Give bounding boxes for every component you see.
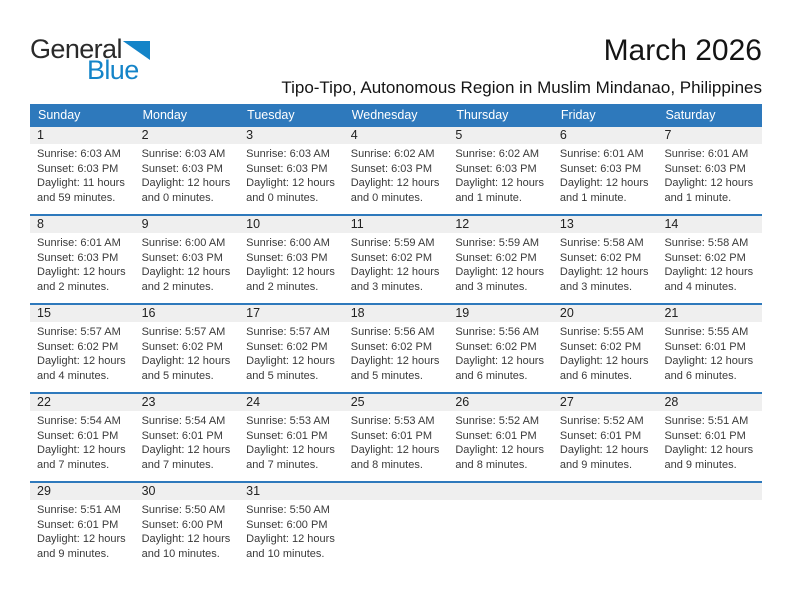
sunrise-text: Sunrise: 5:58 AM bbox=[664, 237, 749, 249]
sunset-text: Sunset: 6:03 PM bbox=[141, 251, 223, 264]
day-cell bbox=[135, 305, 240, 392]
daylight-text: Daylight: 12 hours and 4 minutes. bbox=[37, 355, 126, 382]
sunset-text: Sunset: 6:01 PM bbox=[455, 429, 537, 442]
sunset-text: Sunset: 6:03 PM bbox=[350, 162, 433, 175]
sunset-text: Sunset: 6:01 PM bbox=[37, 518, 119, 531]
daylight-text: Daylight: 12 hours and 1 minute. bbox=[559, 177, 649, 204]
day-number: 3 bbox=[239, 127, 344, 144]
day-number: 19 bbox=[448, 305, 553, 322]
day-cell bbox=[553, 216, 658, 303]
day-number bbox=[448, 483, 553, 500]
sunset-text: Sunset: 6:02 PM bbox=[246, 340, 328, 353]
logo-text-blue: Blue bbox=[87, 55, 139, 85]
day-details bbox=[553, 411, 658, 481]
sunset-text: Sunset: 6:01 PM bbox=[559, 429, 642, 442]
day-cell bbox=[553, 127, 658, 214]
sunrise-text: Sunrise: 6:02 AM bbox=[455, 148, 540, 160]
day-number: 9 bbox=[135, 216, 240, 233]
day-cell bbox=[30, 216, 135, 303]
sunrise-text: Sunrise: 5:53 AM bbox=[350, 415, 435, 427]
daylight-text: Daylight: 12 hours and 3 minutes. bbox=[559, 266, 649, 293]
day-cell bbox=[553, 305, 658, 392]
sunrise-text: Sunrise: 5:52 AM bbox=[455, 415, 540, 427]
day-details bbox=[239, 144, 344, 214]
day-details bbox=[135, 411, 240, 481]
sunrise-text: Sunrise: 5:51 AM bbox=[37, 504, 121, 516]
day-number bbox=[657, 483, 762, 500]
sunrise-text: Sunrise: 5:50 AM bbox=[141, 504, 226, 516]
day-cell bbox=[30, 394, 135, 481]
day-number: 27 bbox=[553, 394, 658, 411]
day-number bbox=[553, 483, 658, 500]
sunrise-text: Sunrise: 5:59 AM bbox=[350, 237, 435, 249]
sunset-text: Sunset: 6:01 PM bbox=[664, 340, 746, 353]
day-cell bbox=[239, 216, 344, 303]
daylight-text: Daylight: 12 hours and 6 minutes. bbox=[455, 355, 544, 382]
sunrise-text: Sunrise: 5:55 AM bbox=[664, 326, 749, 338]
sunrise-text: Sunrise: 5:55 AM bbox=[559, 326, 644, 338]
day-cell bbox=[448, 216, 553, 303]
daylight-text: Daylight: 12 hours and 0 minutes. bbox=[246, 177, 335, 204]
sunset-text: Sunset: 6:01 PM bbox=[664, 429, 746, 442]
sunset-text: Sunset: 6:02 PM bbox=[455, 251, 537, 264]
day-cell bbox=[448, 394, 553, 481]
sunrise-text: Sunrise: 6:00 AM bbox=[141, 237, 226, 249]
logo-text-general: General bbox=[30, 34, 122, 64]
day-number: 8 bbox=[30, 216, 135, 233]
day-cell bbox=[448, 305, 553, 392]
day-number: 2 bbox=[135, 127, 240, 144]
sunset-text: Sunset: 6:02 PM bbox=[559, 340, 642, 353]
day-details bbox=[30, 233, 135, 303]
daylight-text: Daylight: 12 hours and 8 minutes. bbox=[455, 444, 544, 471]
day-details bbox=[239, 322, 344, 392]
daylight-text: Daylight: 12 hours and 9 minutes. bbox=[37, 533, 126, 560]
day-cell bbox=[30, 483, 135, 570]
day-details bbox=[657, 411, 762, 481]
day-cell bbox=[657, 216, 762, 303]
day-details bbox=[344, 411, 449, 481]
day-details bbox=[30, 322, 135, 392]
day-details bbox=[135, 322, 240, 392]
weekday-label-wednesday: Wednesday bbox=[351, 107, 418, 122]
day-details bbox=[135, 233, 240, 303]
day-cell bbox=[239, 305, 344, 392]
daylight-text: Daylight: 12 hours and 10 minutes. bbox=[246, 533, 335, 560]
daylight-text: Daylight: 12 hours and 8 minutes. bbox=[350, 444, 440, 471]
day-number: 10 bbox=[239, 216, 344, 233]
day-cell bbox=[344, 394, 449, 481]
day-number: 6 bbox=[553, 127, 658, 144]
day-details bbox=[344, 322, 449, 392]
sunset-text: Sunset: 6:03 PM bbox=[37, 251, 119, 264]
page-title: March 2026 bbox=[603, 34, 762, 67]
sunrise-text: Sunrise: 5:56 AM bbox=[455, 326, 540, 338]
day-number: 1 bbox=[30, 127, 135, 144]
day-cell bbox=[657, 127, 762, 214]
sunset-text: Sunset: 6:01 PM bbox=[141, 429, 223, 442]
sunset-text: Sunset: 6:00 PM bbox=[246, 518, 328, 531]
daylight-text: Daylight: 12 hours and 2 minutes. bbox=[141, 266, 231, 293]
day-details bbox=[30, 144, 135, 214]
sunset-text: Sunset: 6:03 PM bbox=[141, 162, 223, 175]
sunset-text: Sunset: 6:02 PM bbox=[350, 251, 433, 264]
day-details bbox=[239, 500, 344, 570]
day-details bbox=[448, 322, 553, 392]
page-subtitle: Tipo-Tipo, Autonomous Region in Muslim Mindanao, Philippines bbox=[281, 78, 762, 97]
sunrise-text: Sunrise: 6:01 AM bbox=[559, 148, 644, 160]
sunset-text: Sunset: 6:03 PM bbox=[246, 251, 328, 264]
sunrise-text: Sunrise: 5:54 AM bbox=[141, 415, 226, 427]
day-details bbox=[30, 411, 135, 481]
week-row bbox=[30, 214, 762, 303]
daylight-text: Daylight: 12 hours and 7 minutes. bbox=[246, 444, 335, 471]
daylight-text: Daylight: 12 hours and 3 minutes. bbox=[455, 266, 544, 293]
day-details bbox=[135, 500, 240, 570]
week-row bbox=[30, 303, 762, 392]
day-number: 18 bbox=[344, 305, 449, 322]
empty-day-cell bbox=[448, 483, 553, 570]
day-number: 7 bbox=[657, 127, 762, 144]
calendar-grid bbox=[30, 104, 762, 570]
day-number bbox=[344, 483, 449, 500]
sunrise-text: Sunrise: 5:53 AM bbox=[246, 415, 330, 427]
sunset-text: Sunset: 6:02 PM bbox=[141, 340, 223, 353]
sunset-text: Sunset: 6:01 PM bbox=[246, 429, 328, 442]
daylight-text: Daylight: 12 hours and 9 minutes. bbox=[559, 444, 649, 471]
day-details bbox=[657, 144, 762, 214]
day-cell bbox=[239, 394, 344, 481]
sunset-text: Sunset: 6:03 PM bbox=[246, 162, 328, 175]
sunrise-text: Sunrise: 6:00 AM bbox=[246, 237, 330, 249]
sunrise-text: Sunrise: 5:56 AM bbox=[350, 326, 435, 338]
day-details bbox=[344, 233, 449, 303]
day-details bbox=[553, 322, 658, 392]
day-number: 26 bbox=[448, 394, 553, 411]
day-number: 17 bbox=[239, 305, 344, 322]
day-cell bbox=[135, 483, 240, 570]
sunrise-text: Sunrise: 5:52 AM bbox=[559, 415, 644, 427]
day-cell bbox=[239, 127, 344, 214]
day-cell bbox=[135, 394, 240, 481]
sunrise-text: Sunrise: 6:01 AM bbox=[37, 237, 121, 249]
daylight-text: Daylight: 12 hours and 10 minutes. bbox=[141, 533, 231, 560]
day-number: 24 bbox=[239, 394, 344, 411]
day-number: 30 bbox=[135, 483, 240, 500]
empty-day-cell bbox=[553, 483, 658, 570]
sunset-text: Sunset: 6:02 PM bbox=[350, 340, 433, 353]
day-cell bbox=[30, 305, 135, 392]
sunset-text: Sunset: 6:00 PM bbox=[141, 518, 223, 531]
daylight-text: Daylight: 12 hours and 9 minutes. bbox=[664, 444, 754, 471]
day-number: 15 bbox=[30, 305, 135, 322]
day-number: 4 bbox=[344, 127, 449, 144]
weekday-header bbox=[30, 104, 762, 125]
day-number: 23 bbox=[135, 394, 240, 411]
day-details bbox=[448, 233, 553, 303]
day-details bbox=[448, 144, 553, 214]
day-number: 29 bbox=[30, 483, 135, 500]
day-cell bbox=[553, 394, 658, 481]
sunset-text: Sunset: 6:03 PM bbox=[559, 162, 642, 175]
weekday-label-friday: Friday bbox=[560, 107, 596, 122]
week-row bbox=[30, 481, 762, 570]
day-details bbox=[657, 233, 762, 303]
daylight-text: Daylight: 12 hours and 3 minutes. bbox=[350, 266, 440, 293]
day-details bbox=[344, 144, 449, 214]
weeks-container bbox=[30, 125, 762, 570]
sunrise-text: Sunrise: 5:57 AM bbox=[37, 326, 121, 338]
day-number: 5 bbox=[448, 127, 553, 144]
day-cell bbox=[344, 216, 449, 303]
day-cell bbox=[135, 216, 240, 303]
daylight-text: Daylight: 12 hours and 5 minutes. bbox=[350, 355, 440, 382]
day-details bbox=[30, 500, 135, 570]
daylight-text: Daylight: 12 hours and 7 minutes. bbox=[37, 444, 126, 471]
daylight-text: Daylight: 12 hours and 5 minutes. bbox=[141, 355, 231, 382]
weekday-label-thursday: Thursday bbox=[456, 107, 509, 122]
sunrise-text: Sunrise: 6:03 AM bbox=[246, 148, 330, 160]
day-number: 31 bbox=[239, 483, 344, 500]
daylight-text: Daylight: 12 hours and 2 minutes. bbox=[37, 266, 126, 293]
daylight-text: Daylight: 12 hours and 0 minutes. bbox=[141, 177, 231, 204]
day-number: 21 bbox=[657, 305, 762, 322]
day-number: 11 bbox=[344, 216, 449, 233]
day-cell bbox=[657, 394, 762, 481]
sunset-text: Sunset: 6:03 PM bbox=[455, 162, 537, 175]
daylight-text: Daylight: 12 hours and 7 minutes. bbox=[141, 444, 231, 471]
day-details bbox=[553, 144, 658, 214]
sunset-text: Sunset: 6:03 PM bbox=[37, 162, 119, 175]
week-row bbox=[30, 392, 762, 481]
sunrise-text: Sunrise: 6:02 AM bbox=[350, 148, 435, 160]
sunrise-text: Sunrise: 5:51 AM bbox=[664, 415, 749, 427]
day-number: 13 bbox=[553, 216, 658, 233]
daylight-text: Daylight: 12 hours and 0 minutes. bbox=[350, 177, 440, 204]
sunrise-text: Sunrise: 5:57 AM bbox=[246, 326, 330, 338]
daylight-text: Daylight: 12 hours and 6 minutes. bbox=[664, 355, 754, 382]
sunrise-text: Sunrise: 5:58 AM bbox=[559, 237, 644, 249]
day-number: 12 bbox=[448, 216, 553, 233]
day-details bbox=[135, 144, 240, 214]
day-cell bbox=[657, 305, 762, 392]
daylight-text: Daylight: 12 hours and 1 minute. bbox=[455, 177, 544, 204]
daylight-text: Daylight: 12 hours and 6 minutes. bbox=[559, 355, 649, 382]
sunrise-text: Sunrise: 6:03 AM bbox=[37, 148, 121, 160]
empty-day-cell bbox=[344, 483, 449, 570]
sunrise-text: Sunrise: 5:57 AM bbox=[141, 326, 226, 338]
sunrise-text: Sunrise: 6:03 AM bbox=[141, 148, 226, 160]
daylight-text: Daylight: 12 hours and 1 minute. bbox=[664, 177, 754, 204]
day-details bbox=[239, 233, 344, 303]
day-cell bbox=[448, 127, 553, 214]
sunrise-text: Sunrise: 5:54 AM bbox=[37, 415, 121, 427]
weekday-label-saturday: Saturday bbox=[665, 107, 716, 122]
sunset-text: Sunset: 6:02 PM bbox=[455, 340, 537, 353]
sunrise-text: Sunrise: 5:59 AM bbox=[455, 237, 540, 249]
daylight-text: Daylight: 11 hours and 59 minutes. bbox=[37, 177, 125, 204]
day-details bbox=[448, 411, 553, 481]
day-number: 14 bbox=[657, 216, 762, 233]
sunset-text: Sunset: 6:02 PM bbox=[559, 251, 642, 264]
weekday-label-tuesday: Tuesday bbox=[247, 107, 295, 122]
day-number: 22 bbox=[30, 394, 135, 411]
weekday-label-monday: Monday bbox=[142, 107, 188, 122]
day-number: 28 bbox=[657, 394, 762, 411]
daylight-text: Daylight: 12 hours and 5 minutes. bbox=[246, 355, 335, 382]
day-cell bbox=[344, 127, 449, 214]
sunset-text: Sunset: 6:01 PM bbox=[37, 429, 119, 442]
weekday-label-sunday: Sunday bbox=[38, 107, 81, 122]
day-cell bbox=[344, 305, 449, 392]
sunset-text: Sunset: 6:01 PM bbox=[350, 429, 433, 442]
day-cell bbox=[135, 127, 240, 214]
sunset-text: Sunset: 6:03 PM bbox=[664, 162, 746, 175]
day-details bbox=[553, 233, 658, 303]
day-number: 16 bbox=[135, 305, 240, 322]
general-blue-logo bbox=[30, 34, 150, 85]
day-number: 20 bbox=[553, 305, 658, 322]
day-cell bbox=[239, 483, 344, 570]
sunset-text: Sunset: 6:02 PM bbox=[37, 340, 119, 353]
daylight-text: Daylight: 12 hours and 4 minutes. bbox=[664, 266, 754, 293]
day-details bbox=[239, 411, 344, 481]
week-row bbox=[30, 125, 762, 214]
sunrise-text: Sunrise: 6:01 AM bbox=[664, 148, 749, 160]
day-number: 25 bbox=[344, 394, 449, 411]
sunrise-text: Sunrise: 5:50 AM bbox=[246, 504, 330, 516]
empty-day-cell bbox=[657, 483, 762, 570]
sunset-text: Sunset: 6:02 PM bbox=[664, 251, 746, 264]
day-cell bbox=[30, 127, 135, 214]
day-details bbox=[657, 322, 762, 392]
daylight-text: Daylight: 12 hours and 2 minutes. bbox=[246, 266, 335, 293]
